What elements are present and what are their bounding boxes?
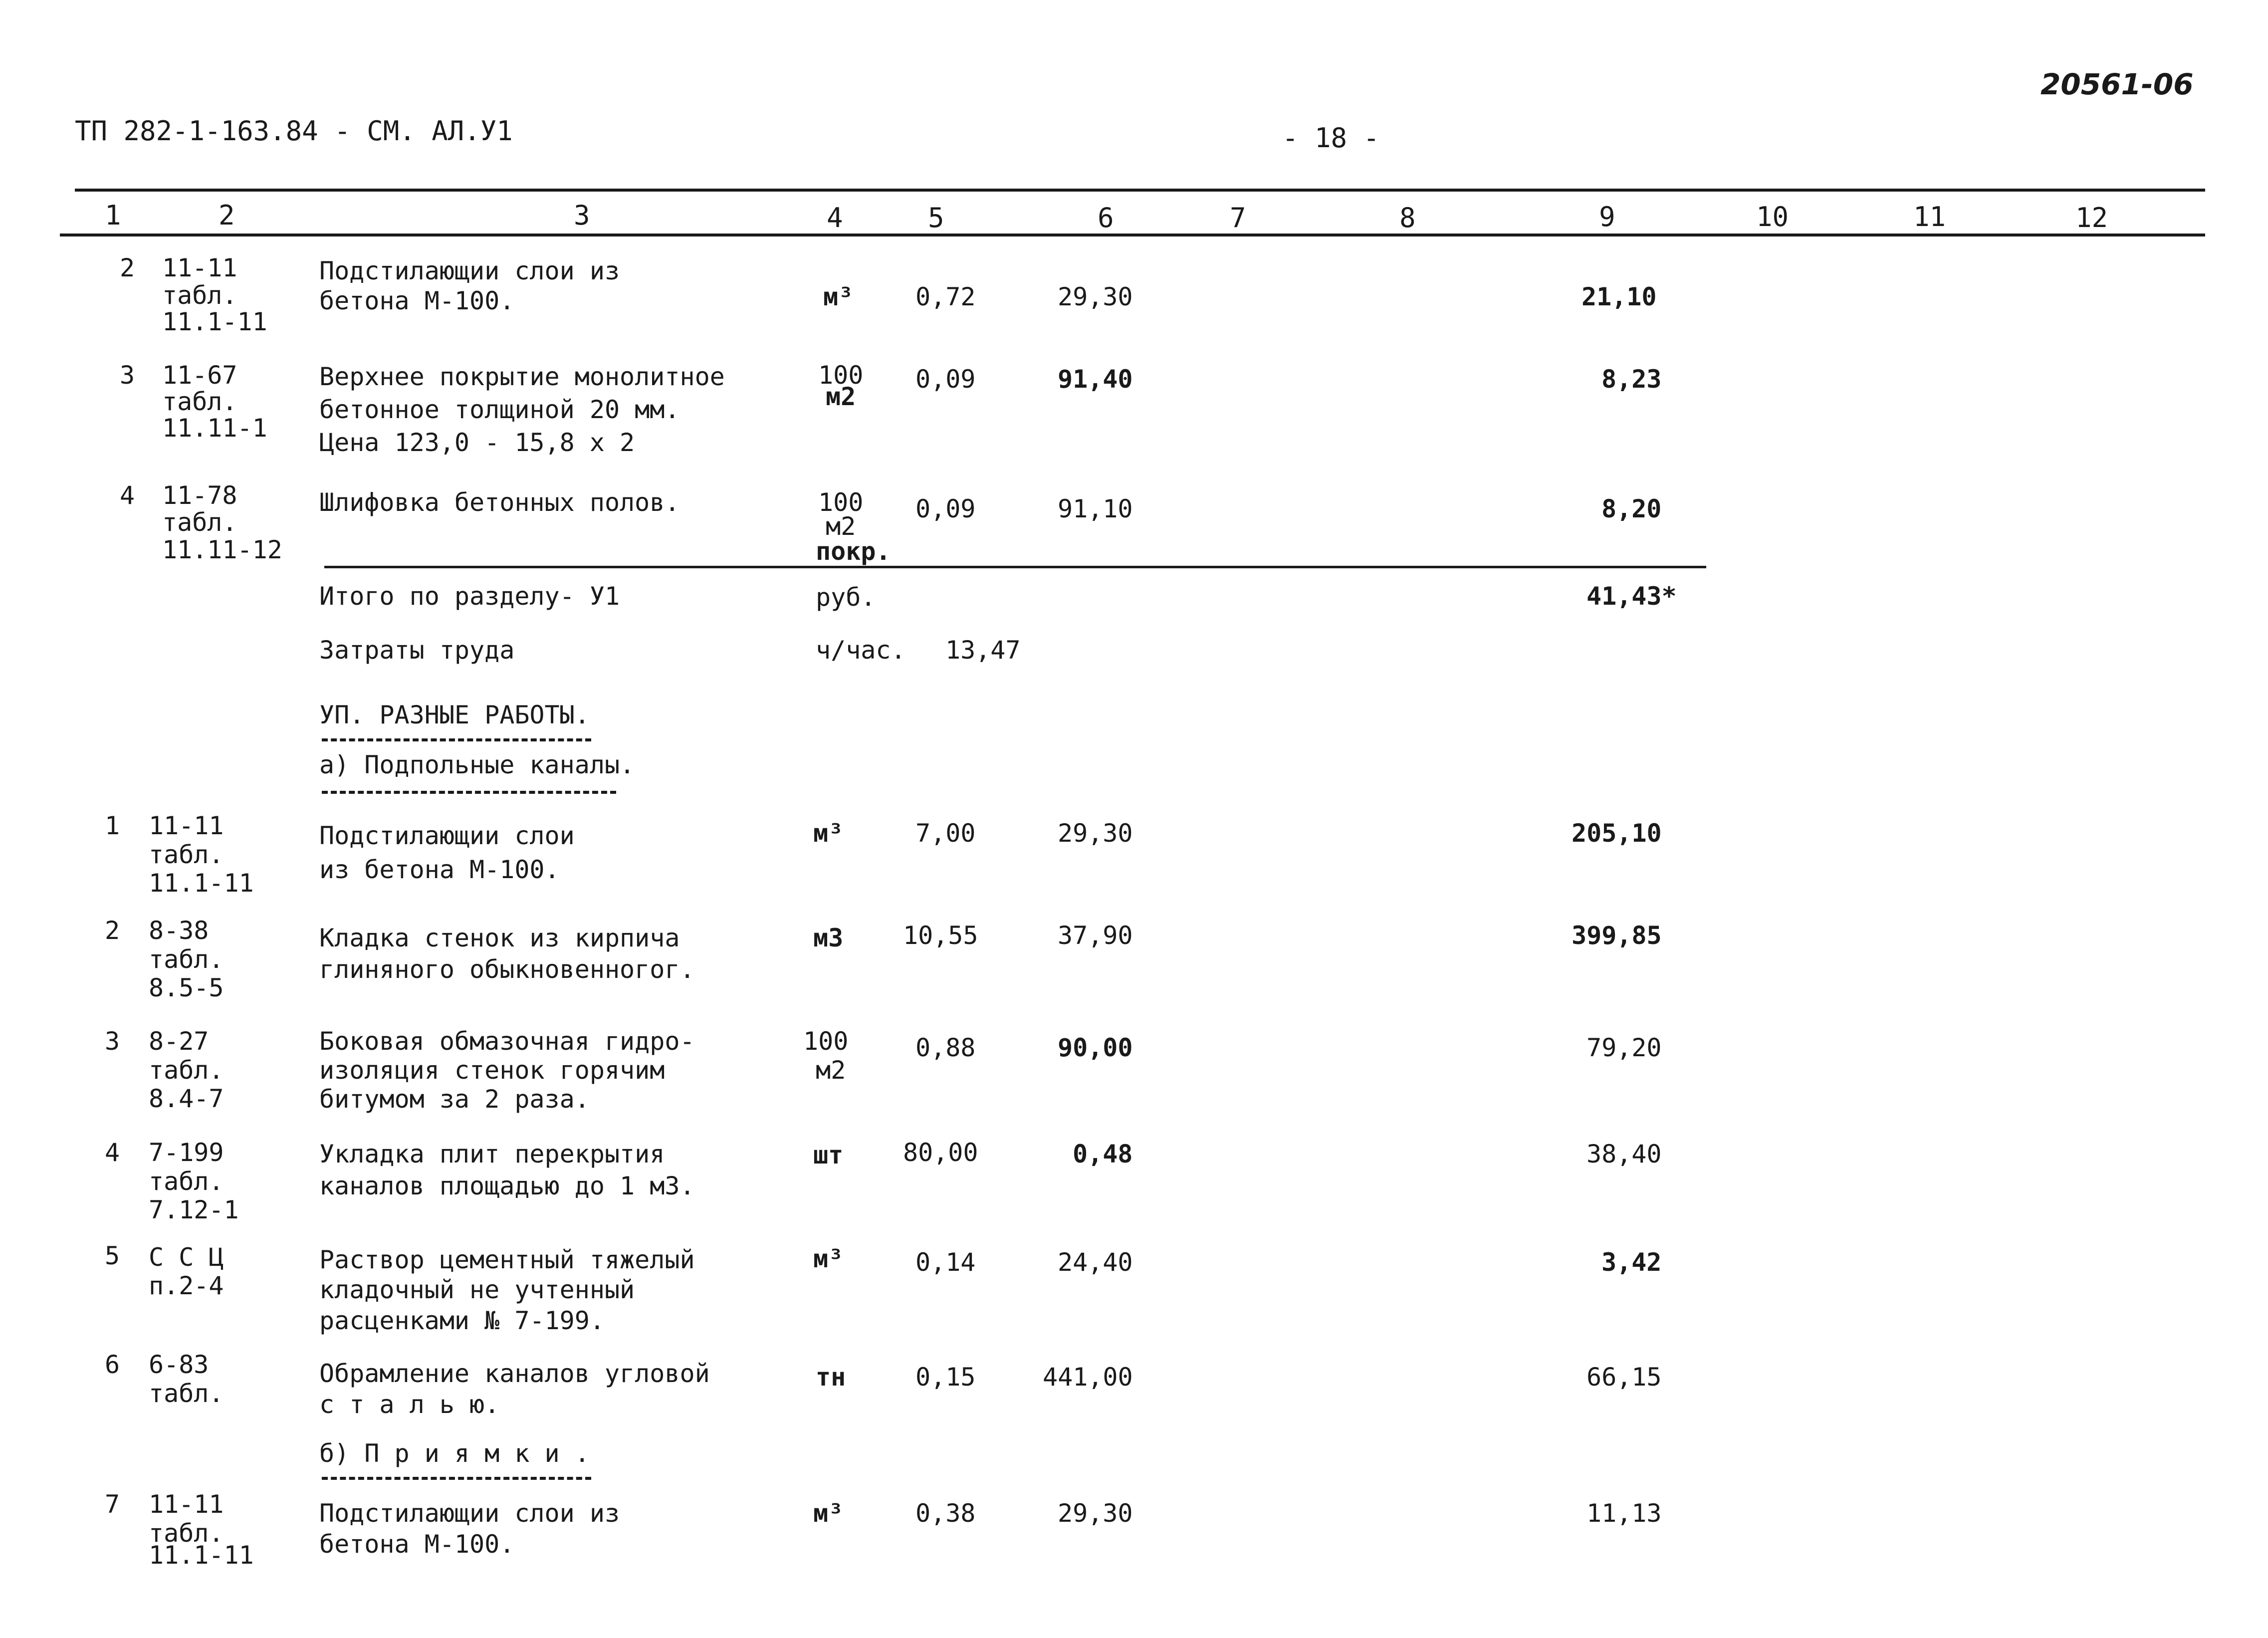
norm-code: С С Ц xyxy=(149,1243,224,1272)
subsection-underline xyxy=(322,791,616,794)
work-description: Цена 123,0 - 15,8 х 2 xyxy=(319,428,635,457)
quantity: 0,88 xyxy=(915,1033,976,1062)
subtotal-total: 41,43* xyxy=(1587,582,1677,611)
unit: 100 xyxy=(803,1027,849,1056)
norm-code: 11-67 xyxy=(162,361,237,390)
subtotal-label: Итого по разделу- У1 xyxy=(319,582,620,611)
quantity: 0,09 xyxy=(915,365,976,394)
unit-price: 37,90 xyxy=(1058,921,1133,950)
unit-price: 90,00 xyxy=(1058,1033,1133,1062)
unit-price: 0,48 xyxy=(1073,1140,1133,1169)
work-description: расценками № 7-199. xyxy=(319,1306,605,1335)
total-cost: 3,42 xyxy=(1601,1248,1662,1277)
norm-table: табл. xyxy=(149,840,224,869)
work-description: Шлифовка бетонных полов. xyxy=(319,488,680,517)
unit: м2 xyxy=(826,512,856,541)
norm-table-ref: 11.11-1 xyxy=(162,414,267,443)
labor-value: 13,47 xyxy=(945,636,1021,665)
unit: м³ xyxy=(813,819,844,848)
norm-table: табл. xyxy=(162,508,237,537)
table-top-rule xyxy=(75,189,2205,192)
norm-table: п.2-4 xyxy=(149,1271,224,1300)
subsection-underline xyxy=(322,1477,591,1480)
norm-table: табл. xyxy=(162,387,237,416)
total-cost: 79,20 xyxy=(1587,1033,1662,1062)
work-description: Подстилающии слои из xyxy=(319,256,620,285)
subsection-title: а) Подпольные каналы. xyxy=(319,750,635,779)
work-description: битумом за 2 раза. xyxy=(319,1085,590,1114)
work-description: бетонное толщиной 20 мм. xyxy=(319,395,680,424)
work-description: глиняного обыкновенногог. xyxy=(319,955,695,984)
unit: 100 xyxy=(818,488,864,517)
norm-table-ref: 11.1-11 xyxy=(149,1541,254,1570)
unit-price: 29,30 xyxy=(1058,282,1133,311)
col-header-7: 7 xyxy=(1230,202,1246,234)
row-number: 3 xyxy=(120,361,135,390)
norm-code: 8-27 xyxy=(149,1027,209,1056)
work-description: изоляция стенок горячим xyxy=(319,1056,665,1085)
norm-code: 6-83 xyxy=(149,1350,209,1379)
document-code: ТП 282-1-163.84 - СМ. АЛ.У1 xyxy=(75,115,513,147)
work-description: Раствор цементный тяжелый xyxy=(319,1245,695,1274)
norm-code: 11-11 xyxy=(162,253,237,282)
total-cost: 11,13 xyxy=(1587,1499,1662,1528)
quantity: 0,09 xyxy=(915,494,976,523)
unit: м³ xyxy=(813,1244,844,1273)
unit-price: 91,40 xyxy=(1058,365,1133,394)
unit: м2 xyxy=(826,382,856,411)
unit-price: 441,00 xyxy=(1043,1363,1133,1392)
col-header-4: 4 xyxy=(827,202,843,234)
total-cost: 8,23 xyxy=(1601,365,1662,394)
work-description: Подстилающии слои из xyxy=(319,1499,620,1528)
quantity: 80,00 xyxy=(903,1138,978,1167)
col-header-12: 12 xyxy=(2075,202,2108,234)
total-cost: 8,20 xyxy=(1601,494,1662,523)
norm-table-ref: 11.1-11 xyxy=(149,869,254,898)
quantity: 0,15 xyxy=(915,1363,976,1392)
work-description: Кладка стенок из кирпича xyxy=(319,924,680,952)
row-number: 4 xyxy=(120,481,135,510)
unit: м3 xyxy=(813,924,844,952)
norm-code: 11-11 xyxy=(149,811,224,840)
col-header-1: 1 xyxy=(105,200,121,231)
section-title: УП. РАЗНЫЕ РАБОТЫ. xyxy=(319,701,590,729)
unit: шт xyxy=(813,1141,844,1170)
norm-table: табл. xyxy=(162,281,237,310)
norm-table: табл. xyxy=(149,1056,224,1085)
total-cost: 205,10 xyxy=(1572,819,1662,848)
norm-table-ref: 11.1-11 xyxy=(162,307,267,336)
row-number: 2 xyxy=(120,253,135,282)
section-title-underline xyxy=(322,738,591,741)
row-number: 5 xyxy=(105,1241,120,1270)
norm-table-ref: 8.5-5 xyxy=(149,973,224,1002)
norm-table: табл. xyxy=(149,1379,224,1408)
subtotal-rule xyxy=(324,566,1706,568)
work-description: Боковая обмазочная гидро- xyxy=(319,1027,695,1056)
col-header-5: 5 xyxy=(928,202,944,234)
unit: 100 xyxy=(818,361,864,390)
quantity: 10,55 xyxy=(903,921,978,950)
total-cost: 399,85 xyxy=(1572,921,1662,950)
row-number: 2 xyxy=(105,916,120,945)
table-header-rule xyxy=(60,234,2205,236)
subtotal-unit: руб. xyxy=(816,583,876,612)
total-cost: 21,10 xyxy=(1582,282,1657,311)
norm-code: 7-199 xyxy=(149,1138,224,1167)
stamp-number: 20561-06 xyxy=(2041,67,2194,101)
work-description: с т а л ь ю. xyxy=(319,1390,500,1419)
page-number: - 18 - xyxy=(1282,122,1380,154)
norm-table-ref: 11.11-12 xyxy=(162,535,282,564)
unit-price: 29,30 xyxy=(1058,1499,1133,1528)
labor-label: Затраты труда xyxy=(319,636,515,665)
norm-table: табл. xyxy=(149,945,224,974)
col-header-2: 2 xyxy=(219,200,235,231)
work-description: бетона М-100. xyxy=(319,1530,515,1559)
row-number: 3 xyxy=(105,1027,120,1056)
norm-table: табл. xyxy=(149,1167,224,1196)
unit: покр. xyxy=(816,537,891,566)
row-number: 4 xyxy=(105,1138,120,1167)
norm-table: табл. xyxy=(149,1519,224,1548)
work-description: каналов площадью до 1 м3. xyxy=(319,1171,695,1200)
work-description: Подстилающии слои xyxy=(319,821,575,850)
col-header-9: 9 xyxy=(1599,201,1615,233)
norm-table-ref: 8.4-7 xyxy=(149,1084,224,1113)
total-cost: 66,15 xyxy=(1587,1363,1662,1392)
unit-price: 91,10 xyxy=(1058,494,1133,523)
col-header-11: 11 xyxy=(1913,201,1946,233)
quantity: 0,72 xyxy=(915,282,976,311)
unit: тн xyxy=(816,1363,846,1392)
total-cost: 38,40 xyxy=(1587,1140,1662,1169)
work-description: бетона М-100. xyxy=(319,286,515,315)
quantity: 7,00 xyxy=(915,819,976,848)
work-description: Обрамление каналов угловой xyxy=(319,1359,710,1388)
unit-price: 29,30 xyxy=(1058,819,1133,848)
norm-code: 11-78 xyxy=(162,481,237,510)
subsection-title: б) П р и я м к и . xyxy=(319,1439,590,1468)
work-description: Верхнее покрытие монолитное xyxy=(319,362,725,391)
quantity: 0,14 xyxy=(915,1248,976,1277)
norm-code: 8-38 xyxy=(149,916,209,945)
row-number: 1 xyxy=(105,811,120,840)
work-description: Укладка плит перекрытия xyxy=(319,1140,665,1169)
col-header-6: 6 xyxy=(1098,202,1114,234)
work-description: кладочный не учтенный xyxy=(319,1275,635,1304)
unit: м2 xyxy=(816,1056,846,1085)
unit-price: 24,40 xyxy=(1058,1248,1133,1277)
unit: м³ xyxy=(823,282,854,311)
unit: м³ xyxy=(813,1499,844,1528)
quantity: 0,38 xyxy=(915,1499,976,1528)
col-header-8: 8 xyxy=(1399,202,1416,234)
work-description: из бетона М-100. xyxy=(319,855,560,884)
norm-table-ref: 7.12-1 xyxy=(149,1195,239,1224)
col-header-10: 10 xyxy=(1756,201,1789,233)
row-number: 7 xyxy=(105,1490,120,1519)
row-number: 6 xyxy=(105,1350,120,1379)
norm-code: 11-11 xyxy=(149,1490,224,1519)
col-header-3: 3 xyxy=(574,200,590,231)
labor-unit: ч/час. xyxy=(816,636,906,665)
